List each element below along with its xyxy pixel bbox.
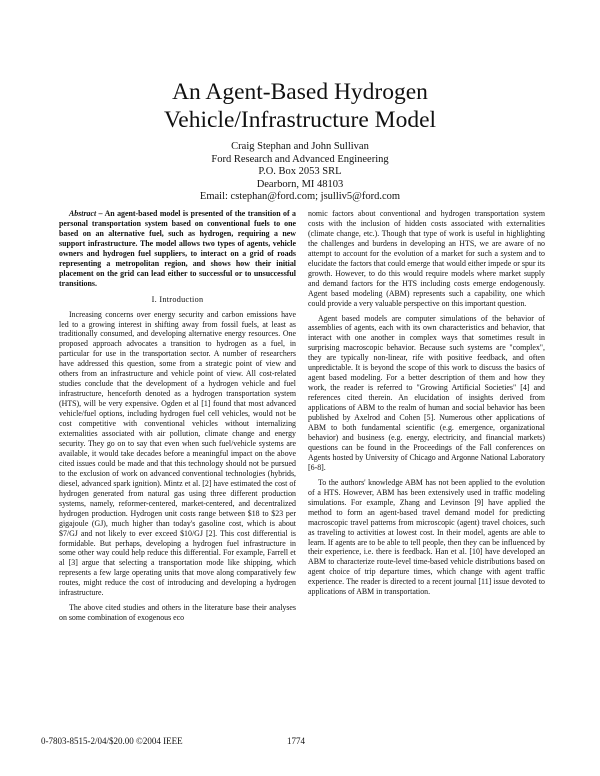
title-line-1: An Agent-Based Hydrogen bbox=[172, 79, 428, 105]
email: Email: cstephan@ford.com; jsulliv5@ford.com bbox=[199, 191, 401, 202]
abstract bbox=[59, 209, 296, 289]
author-block bbox=[0, 141, 600, 204]
abstract-body: An agent-based model is presented of the transition of a personal transportation system based on conventional fuels to one based on an alternative fuel, such as hydrogen, requiring a new support infrastructure. The model allows two types of agents, vehicle owners and hydrogen fuel suppliers, to interact on a grid of roads representing a metropolitan region, and shows how their initial placement on the grid can lead either to successful or to unsuccessful transitions. bbox=[59, 209, 296, 288]
right-paragraph-2: Agent based models are computer simulations of the behavior of assemblies of agents, each with its own characteristics and behavior, that interact with one another in complex ways that sometimes result in surprising macroscopic behavior. Because such systems are "complex", they are typically non-linear, rife with positive feedback, and often unpredictable. It is beyond the scope of this work to discuss the basics of agent based modeling. For a better description of them and how they work, the reader is referred to "Growing Artificial Societies" [4] and references cited therein. An elucidation of insights derived from applications of ABM to the realm of human and social behavior has been published by Axelrod and Cohen [5]. Numerous other applications of ABM to both fundamental scientific (e.g. emergence, organizational behavior) and business (e.g. energy, electricity, and financial markets) questions can be found in the Proceedings of the Fall conferences on Agents hosted by University of Chicago and Argonne National Laboratory [6-8]. bbox=[308, 313, 545, 472]
intro-paragraph-2: The above cited studies and others in the literature base their analyses on some combination of exogenous eco bbox=[59, 603, 296, 623]
section-heading-introduction: I. Introduction bbox=[151, 294, 204, 304]
copyright-footer: 0-7803-8515-2/04/$20.00 ©2004 IEEE bbox=[41, 736, 183, 746]
right-paragraph-3: To the authors' knowledge ABM has not been applied to the evolution of a HTS. However, ABM has been extensively used in traffic modeling simulations. For example, Zhang and Levinson [9] have applied the method to form an agent-based travel demand model for predicting macroscopic travel patterns from microscopic (agent) travel choices, such as traveling to activities at lowest cost. In their model, agents are able to learn. If agents are to be able to tell people, then they can be influenced by their experience, i.e. there is feedback. Han et al. [10] have developed an ABM to characterize route-level time-based vehicle distributions based on agent choice of trip departure times, which change with agent traffic experience. The reader is directed to a recent journal [11] issue devoted to applications of ABM in transportation. bbox=[308, 477, 545, 597]
right-column bbox=[308, 209, 545, 597]
address-line-2: Dearborn, MI 48103 bbox=[256, 178, 344, 190]
right-paragraph-1: nomic factors about conventional and hydrogen transportation system costs with the inclusion of hidden costs associated with externalities (climate change, etc.). Though that type of work is useful in highlighting the challenges and burdens in developing an HTS, we are aware of no attempt to account for the evolution of a market for such a system and to elucidate the factors that could emerge that would either impede or spur its growth. However, to do this would require models where market supply and demand factors for the HTS including costs emerge endogenously. Agent based modeling (ABM) represents such a capability, one which could provide a very valuable perspective on this important question. bbox=[308, 209, 545, 308]
title-line-2: Vehicle/Infrastructure Model bbox=[163, 107, 437, 133]
left-column bbox=[59, 209, 296, 623]
address-line-1: P.O. Box 2053 SRL bbox=[258, 166, 342, 177]
affiliation: Ford Research and Advanced Engineering bbox=[211, 153, 389, 165]
abstract-lead: Abstract – bbox=[69, 209, 103, 218]
author-names: Craig Stephan and John Sullivan bbox=[231, 141, 369, 152]
paper-title bbox=[0, 78, 600, 134]
intro-paragraph-1: Increasing concerns over energy security and carbon emissions have led to a growing interest in shifting away from fossil fuels, at least as traditionally consumed, and developing alternative energy resources. One proposed approach advocates a transition to hydrogen as a fuel, in particular for use in the transportation sector. A number of researchers have addressed this question, some from a strategic point of view and others from an infrastructure and vehicle point of view. All cost-related studies conclude that the development of a hydrogen vehicle and fuel infrastructure, henceforth denoted as a hydrogen transportation system (HTS), will be very expensive. Ogden et al [1] found that most advanced vehicle/fuel options, including hydrogen fuel cell vehicles, would not be cost competitive with conventional vehicles without internalizing externalities associated with air pollution, climate change and energy security. They go on to say that even when such fuel/vehicle systems are available, it would take decades before a meaningful impact on the above cited issues could be made and that this technology should not be pursued to the exclusion of work on advanced conventional technologies (hybrids, diesel, advanced spark ignition). Mintz et al. [2] have estimated the cost of hydrogen generated from natural gas using three different production systems, namely, reformer-centered, market-centered, and decentralized hydrogen production. Hydrogen unit costs range between $18 to $23 per gigajoule (GJ), much higher than today's gasoline cost, which is about $7/GJ and not likely to ever exceed $10/GJ [2]. This cost differential is formidable. But perhaps, developing a hydrogen fuel infrastructure in some other way could help reduce this differential. For example, Farrell et al [3] argue that selecting a transportation mode like shipping, which represents a few large operating units that move along comparatively few routes, might reduce the cost of introducing and developing a hydrogen infrastructure. bbox=[59, 309, 296, 598]
page-number: 1774 bbox=[287, 736, 305, 746]
